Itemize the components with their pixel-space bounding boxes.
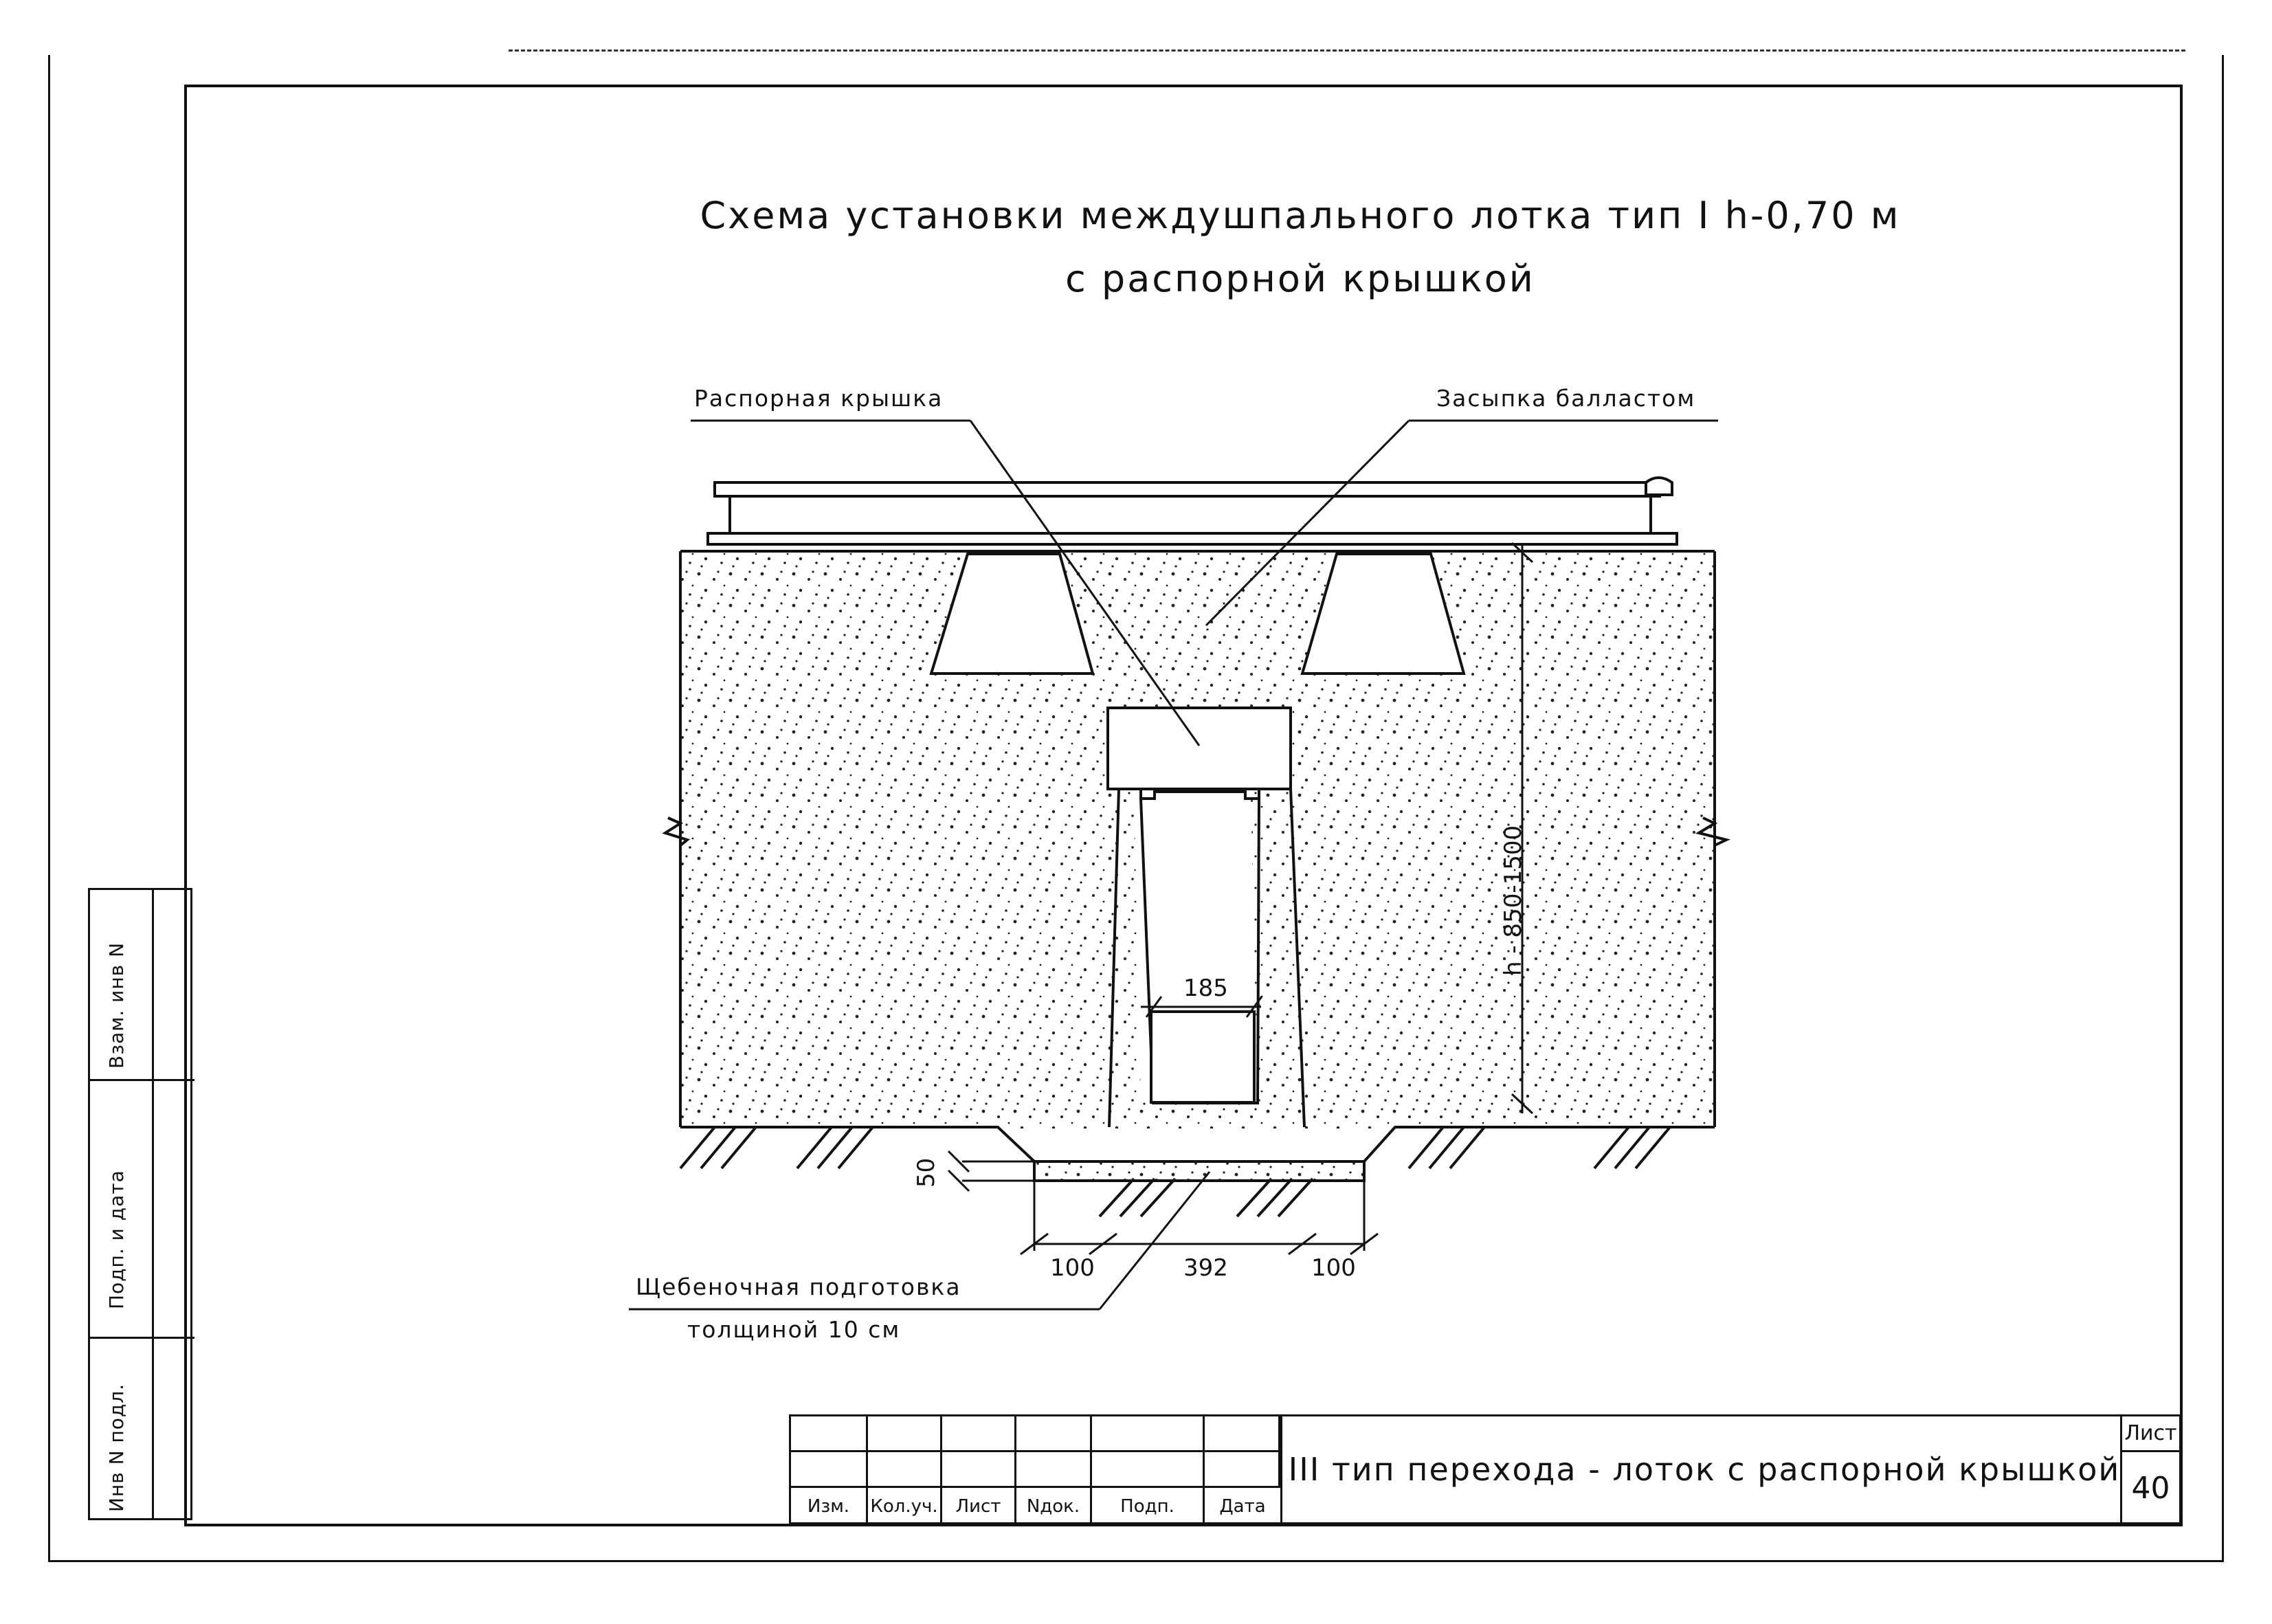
stamp-ref-inv: Взам. инв N: [105, 942, 128, 1069]
dim-base-width: 392: [1183, 1254, 1228, 1282]
dim-height-range: h - 850-1500: [1500, 825, 1527, 976]
tray-inner-channel: [1151, 1012, 1254, 1102]
col-sheet: Лист: [942, 1488, 1016, 1524]
stamp-inv-orig: Инв N подл.: [105, 1383, 128, 1512]
spacer-lid: [1108, 708, 1291, 799]
drawing-subtitle: с распорной крышкой: [1065, 257, 1535, 300]
drawing-title: Схема установки междушпального лотка тип I h-0,70 м: [700, 194, 1901, 237]
dim-base-thickness: 50: [913, 1157, 940, 1188]
dim-right-offset: 100: [1311, 1254, 1356, 1282]
rail: [708, 478, 1677, 544]
side-stamp-divider: [90, 1337, 194, 1339]
side-stamp-divider: [90, 1079, 194, 1081]
gravel-label-line2: толщиной 10 см: [687, 1316, 901, 1343]
gravel-base: [1034, 1161, 1364, 1181]
dim-inner-width: 185: [1183, 975, 1228, 1002]
title-block: [789, 1414, 2181, 1524]
stamp-sign-date: Подп. и дата: [105, 1170, 128, 1309]
lid-label: Распорная крышка: [694, 385, 944, 412]
gravel-label-line1: Щебеночная подготовка: [636, 1273, 961, 1300]
col-doc-no: Nдок.: [1016, 1488, 1092, 1524]
col-change: Изм.: [791, 1488, 868, 1524]
sheet-label: Лист: [2120, 1416, 2179, 1452]
sheet-title: III тип перехода - лоток с распорной крышкой: [1280, 1416, 2126, 1522]
col-date: Дата: [1219, 1495, 1266, 1517]
dim-left-offset: 100: [1050, 1254, 1095, 1282]
sheet-number: 40: [2120, 1452, 2179, 1524]
col-qty: Кол.уч.: [868, 1488, 942, 1524]
col-signature: Подп.: [1092, 1488, 1205, 1524]
side-stamp: [88, 888, 192, 1520]
backfill-label: Засыпка балластом: [1436, 385, 1696, 412]
revision-table: [791, 1416, 1280, 1522]
